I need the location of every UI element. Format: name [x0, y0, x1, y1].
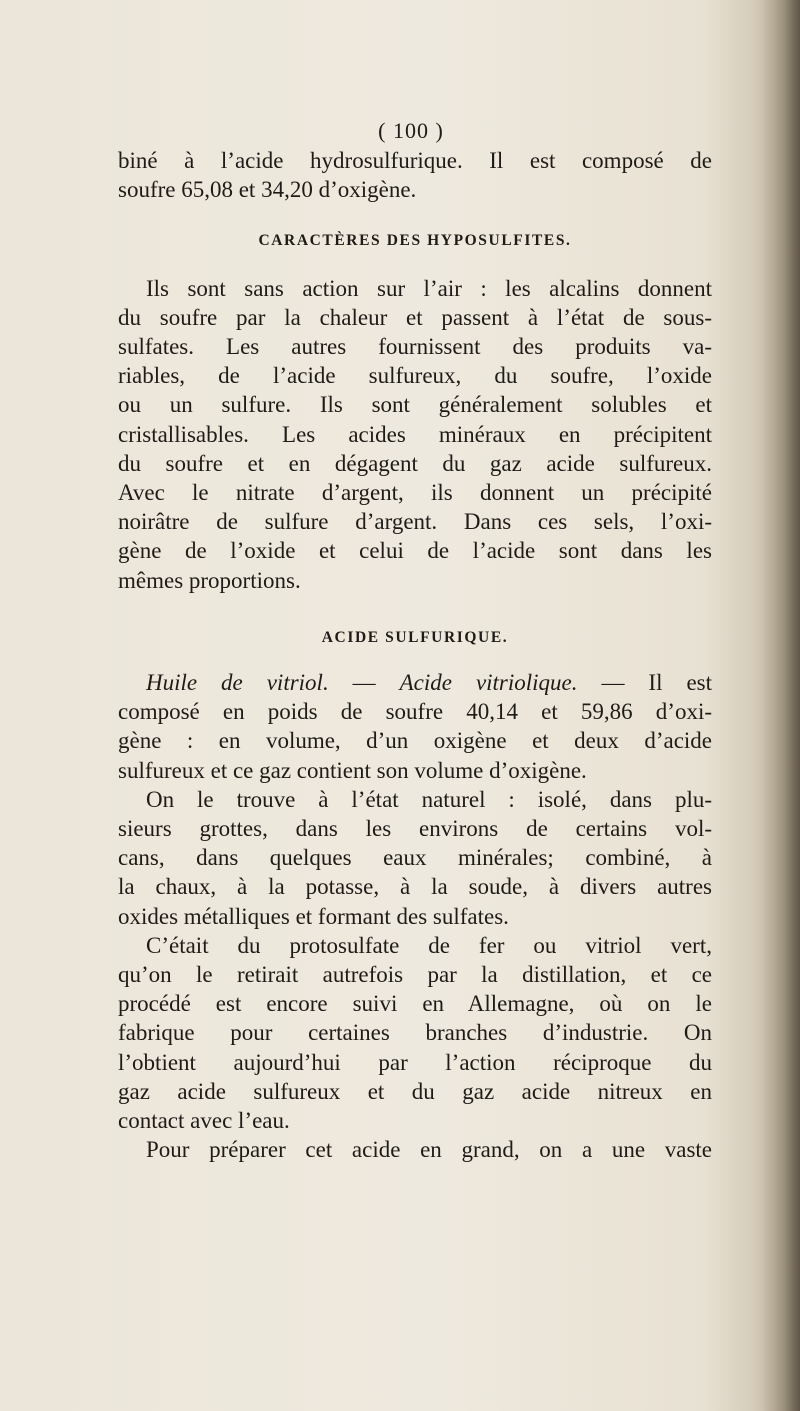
text-line: gène : en volume, d’un oxigène et deux d’acide [118, 728, 712, 754]
text-line: riables, de l’acide sulfureux, du soufre, l’oxide [118, 363, 712, 389]
text-line: soufre 65,08 et 34,20 d’oxigène. [118, 177, 417, 203]
text-line: cans, dans quelques eaux minérales; combiné, à [118, 845, 712, 871]
text-line: du soufre et en dégagent du gaz acide sulfureux. [118, 450, 712, 476]
text-fragment: — Il est [577, 670, 712, 696]
text-line: fabrique pour certaines branches d’industrie. On [118, 1020, 712, 1046]
text-line: mêmes proportions. [118, 567, 301, 593]
text-line: Avec le nitrate d’argent, ils donnent un précipité [118, 480, 712, 506]
paragraph-acide-sulfurique [118, 668, 712, 785]
page-number: ( 100 ) [378, 118, 444, 143]
paragraph-etat-naturel [118, 785, 712, 931]
text-line: qu’on le retirait autrefois par la distillation, et ce [118, 962, 712, 988]
text-line: Ils sont sans action sur l’air : les alcalins donnent [146, 275, 712, 301]
dash: — [328, 670, 400, 696]
text-line: sulfates. Les autres fournissent des produits va- [118, 334, 712, 360]
text-line: C’était du protosulfate de fer ou vitriol vert, [146, 932, 712, 958]
text-line: gène de l’oxide et celui de l’acide sont dans les [118, 538, 712, 564]
synonym-huile-de-vitriol: Huile de vitriol. [146, 670, 329, 696]
synonym-acide-vitriolique: Acide vitriolique. [399, 670, 578, 696]
text-line: la chaux, à la potasse, à la soude, à divers autres [118, 874, 712, 900]
text-line: ou un sulfure. Ils sont généralement solubles et [118, 392, 712, 418]
text-line: Pour préparer cet acide en grand, on a une vaste [146, 1137, 712, 1163]
text-line: On le trouve à l’état naturel : isolé, dans plu- [146, 786, 712, 812]
paragraph-hyposulfites [118, 274, 712, 595]
text-line: sieurs grottes, dans les environs de certains vol- [118, 816, 712, 842]
paragraph-preparation-en-grand [118, 1135, 712, 1164]
text-line: oxides métalliques et formant des sulfates. [118, 903, 509, 929]
text-line: du soufre par la chaleur et passent à l’état de sous- [118, 304, 712, 330]
text-line: composé en poids de soufre 40,14 et 59,86 d’oxi- [118, 699, 712, 725]
text-line: gaz acide sulfureux et du gaz acide nitreux en [118, 1078, 712, 1104]
text-line: procédé est encore suivi en Allemagne, où on le [118, 991, 712, 1017]
text-line: l’obtient aujourd’hui par l’action réciproque du [118, 1049, 712, 1075]
section-heading-acide-sulfurique: ACIDE SULFURIQUE. [321, 628, 509, 646]
section-heading-hyposulfites: CARACTÈRES DES HYPOSULFITES. [258, 232, 572, 250]
paragraph-preparation-ancienne [118, 931, 712, 1135]
text-line: biné à l’acide hydrosulfurique. Il est composé de [118, 148, 712, 173]
text-line: cristallisables. Les acides minéraux en précipitent [118, 421, 712, 447]
page-gutter-shadow [762, 0, 800, 1411]
text-line: contact avec l’eau. [118, 1108, 290, 1134]
text-line-synonyms [118, 668, 712, 697]
text-line: sulfureux et ce gaz contient son volume d’oxigène. [118, 757, 587, 783]
text-line: noirâtre de sulfure d’argent. Dans ces sels, l’oxi- [118, 509, 712, 535]
page-text [118, 118, 712, 1165]
paragraph-continuation [118, 146, 712, 204]
